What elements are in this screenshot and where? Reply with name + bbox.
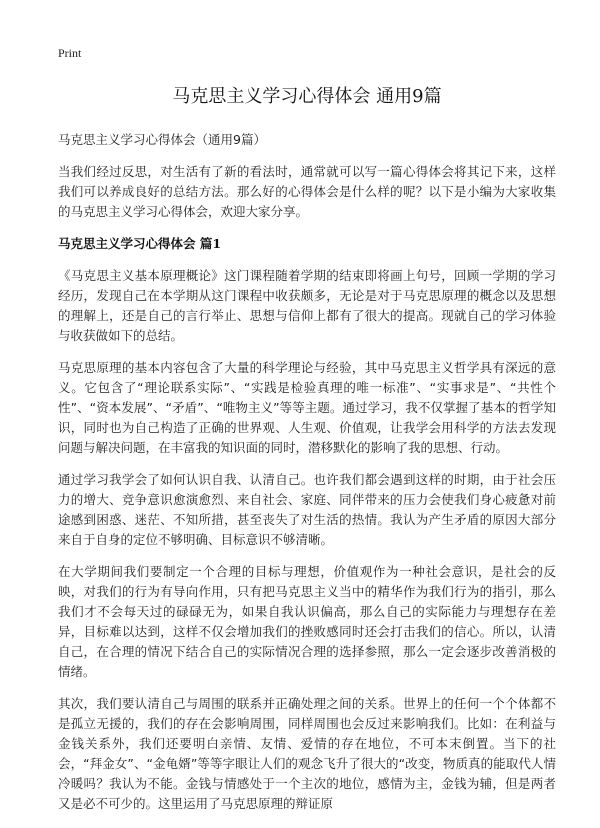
intro-paragraph: 当我们经过反思，对生活有了新的看法时，通常就可以写一篇心得体会将其记下来，这样我们可以养成良好的总结方法。那么好的心得体会是什么样的呢？以下是小编为大家收集的马克思主义学习心得体会，欢迎大家分享。: [58, 164, 556, 219]
body-paragraph-3: 通过学习我学会了如何认识自我、认清自己。也许我们都会遇到这样的时期，由于社会压力的增大、竞争意识愈演愈烈、来自社会、家庭、同伴带来的压力会使我们身心疲惫对前途感到困惑、迷茫、不知所措，甚至丧失了对生活的热情。我认为产生矛盾的原因大部分来自于自身的定位不够明确、目标意识不够清晰。: [58, 472, 556, 547]
document-subtitle: 马克思主义学习心得体会（通用9篇）: [58, 132, 266, 147]
body-paragraph-4: 在大学期间我们要制定一个合理的目标与理想，价值观作为一种社会意识，是社会的反映，对我们的行为有导向作用，只有把马克思主义当中的精华作为我们行为的指引，那么我们才不会每天过的碌碌无为，如果自我认识偏高，那么自己的实际能力与理想存在差异，目标难以达到，这样不仅会增加我们的挫败感同时还会打击我们的信心。所以，认清自己，在合理的情况下结合自己的实际情况合理的选择参照，那么一定会逐步改善消极的情绪。: [58, 564, 556, 679]
section-heading: 马克思主义学习心得体会 篇1: [58, 236, 222, 251]
body-paragraph-5: 其次，我们要认清自己与周围的联系并正确处理之间的关系。世界上的任何一个个体都不是孤立无援的，我们的存在会影响周围，同样周围也会反过来影响我们。比如：在利益与金钱关系外，我们还要明白亲情、友情、爱情的存在地位，不可本末倒置。当下的社会，“拜金女”、“金龟婿”等等字眼让人们的观念飞升了很大的“改变，物质真的能取代人情冷暖吗？我认为不能。金钱与情感处于一个主次的地位，感情为主，金钱为辅，但是两者又是必不可少的。这里运用了马克思原理的辩证原: [58, 696, 556, 811]
body-paragraph-1: 《马克思主义基本原理概论》这门课程随着学期的结束即将画上句号，回顾一学期的学习经历，发现自己在本学期从这门课程中收获颇多，无论是对于马克思原理的概念以及思想的理解上，还是自己的言行举止、思想与信仰上都有了很大的提高。现就自己的学习体验与收获做如下的总结。: [58, 268, 556, 343]
print-label: Print: [58, 46, 82, 60]
document-title: 马克思主义学习心得体会 通用9篇: [172, 86, 442, 107]
body-paragraph-2: 马克思原理的基本内容包含了大量的科学理论与经验，其中马克思主义哲学具有深远的意义。它包含了“理论联系实际”、“实践是检验真理的唯一标准”、“实事求是”、“共性个性”、“资本发展”、“矛盾”、“唯物主义”等等主题。通过学习，我不仅掌握了基本的哲学知识，同时也为自己构造了正确的世界观、人生观、价值观，让我学会用科学的方法去发现问题与解决问题，在丰富我的知识面的同时，潜移默化的影响了我的思想、行动。: [58, 360, 556, 455]
